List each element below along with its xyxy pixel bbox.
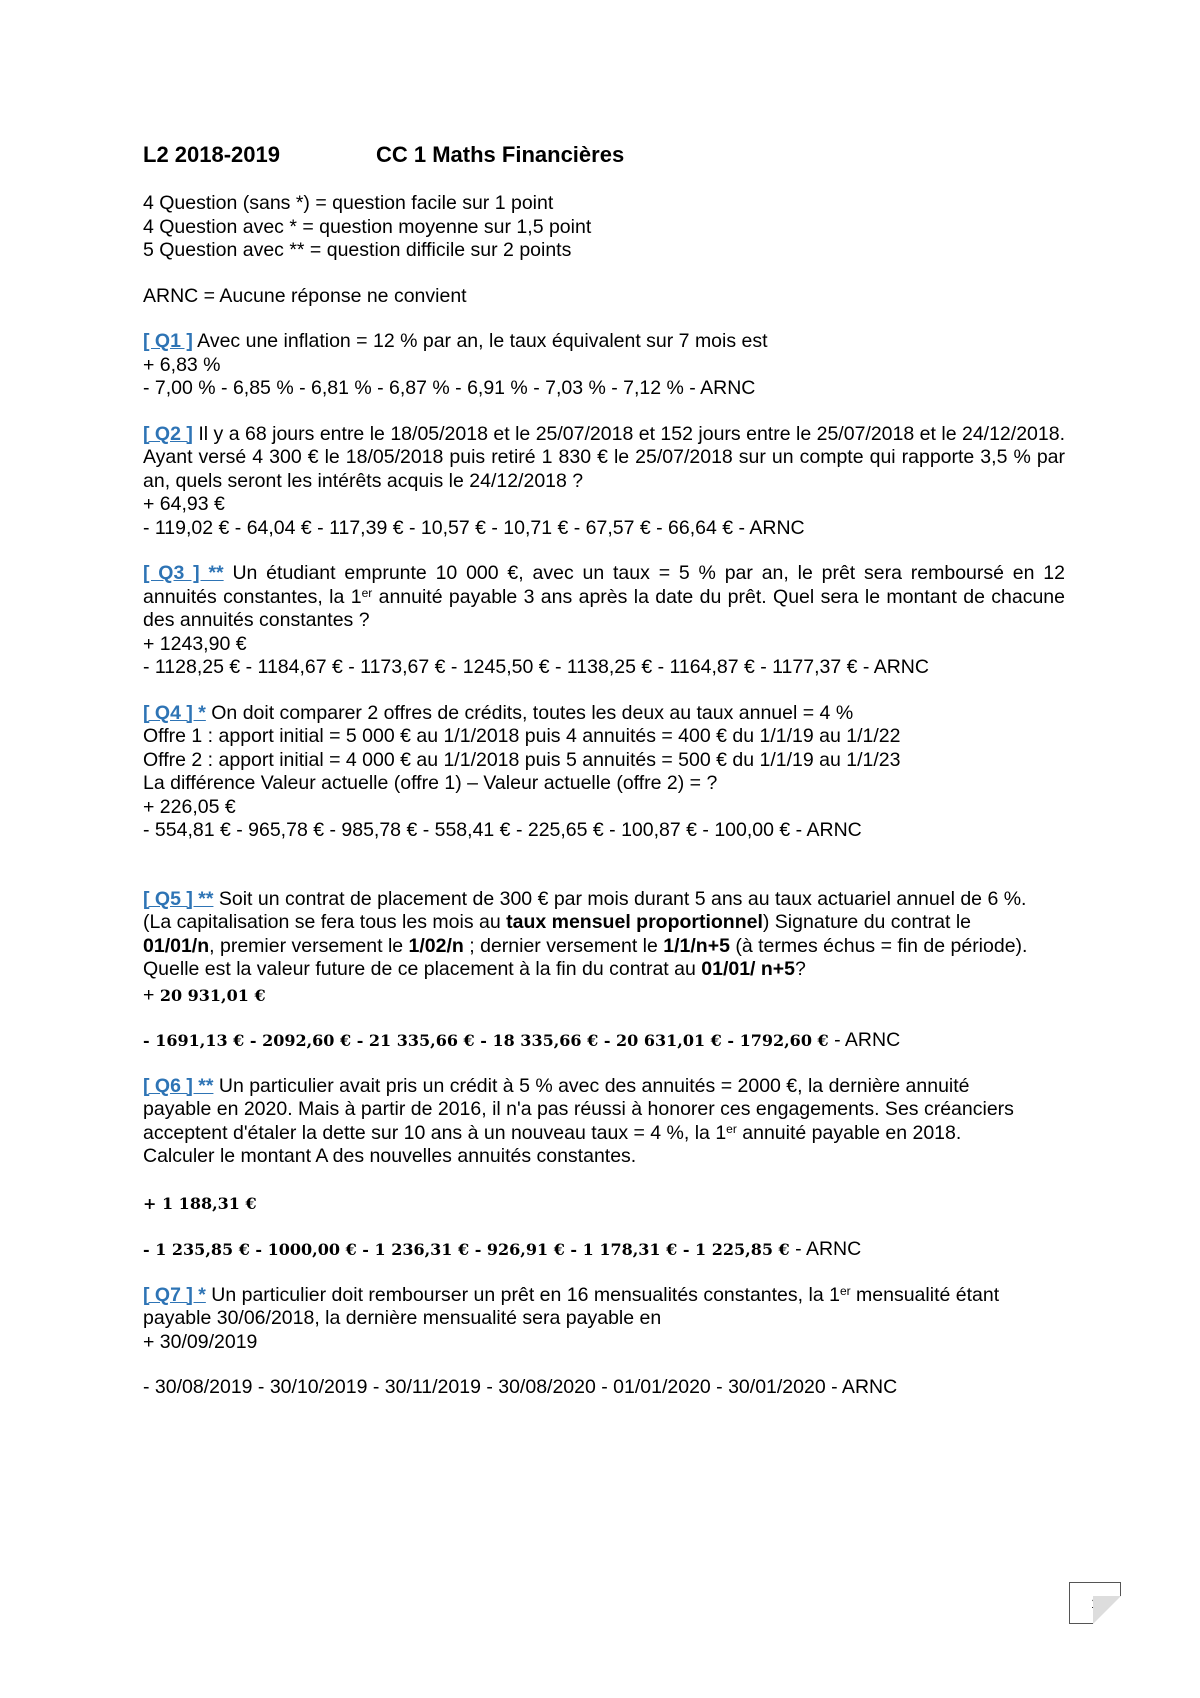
question-text: (La capitalisation se fera tous les mois au (143, 911, 507, 933)
page-corner-fold-icon (1093, 1596, 1121, 1624)
question-text: ; dernier versement le (463, 934, 664, 957)
superscript: er (726, 1121, 737, 1136)
correct-answer: 20 931,01 € (159, 985, 266, 1005)
title-year: L2 2018-2019 (143, 142, 280, 167)
question-text: Quelle est la valeur future de ce placement à la fin du contrat au (143, 958, 702, 980)
question-text: On doit comparer 2 offres de crédits, toutes les deux au taux annuel = 4 % (205, 701, 854, 724)
correct-answer: + 226,05 € (143, 795, 236, 818)
question-tag: [ Q2 ] (143, 422, 193, 445)
question-text: annuité payable en 2018. (736, 1121, 962, 1144)
emphasis: 1/1/n+5 (663, 934, 730, 957)
correct-answer: + 1 188,31 € (143, 1193, 257, 1213)
superscript: er (839, 1283, 851, 1298)
superscript: er (361, 585, 373, 600)
question-1 (143, 330, 1065, 401)
legend-line: 5 Question avec ** = question difficile sur 2 points (143, 239, 572, 261)
offer-2: Offre 2 : apport initial = 4 000 € au 1/1/2018 puis 5 annuités = 500 € du 1/1/19 au 1/1/23 (143, 748, 901, 771)
question-text: Calculer le montant A des nouvelles annuités constantes. (143, 1145, 637, 1167)
exam-page (143, 140, 1065, 1400)
question-text: payable en 2020. Mais à partir de 2016, il n'a pas réussi à honorer ces engagements. Ses créanciers (143, 1098, 1014, 1120)
question-tag: [ Q6 ] ** (143, 1074, 214, 1097)
legend-line: 4 Question (sans *) = question facile sur 1 point (143, 192, 554, 214)
wrong-answers: - 1 235,85 € - 1000,00 € - 1 236,31 € - 926,91 € - 1 178,31 € - 1 225,85 € (143, 1240, 790, 1259)
legend-line: 4 Question avec * = question moyenne sur 1,5 point (143, 215, 592, 238)
wrong-answers: - 30/08/2019 - 30/10/2019 - 30/11/2019 - 30/08/2020 - 01/01/2020 - 30/01/2020 - ARNC (143, 1376, 898, 1398)
correct-answer: + 6,83 % (143, 353, 221, 376)
question-tag: [ Q4 ] * (143, 701, 206, 724)
question-text: , premier versement le (209, 934, 409, 957)
question-text: La différence Valeur actuelle (offre 1) – Valeur actuelle (offre 2) = ? (143, 772, 718, 794)
correct-answer: + 1243,90 € (143, 632, 247, 655)
question-tag: [ Q5 ] ** (143, 887, 214, 910)
correct-answer: + 64,93 € (143, 493, 225, 515)
question-5 (143, 888, 1065, 1053)
question-text: payable 30/06/2018, la dernière mensualité sera payable en (143, 1307, 662, 1329)
wrong-answers: - 1128,25 € - 1184,67 € - 1173,67 € - 1245,50 € - 1138,25 € - 1164,87 € - 1177,37 € - ARNC (143, 656, 929, 678)
emphasis: taux mensuel proportionnel (506, 911, 763, 933)
question-text: mensualité étant (850, 1283, 1000, 1306)
question-text: acceptent d'étaler la dette sur 10 ans à un nouveau taux = 4 %, la 1 (143, 1121, 727, 1144)
emphasis: 01/01/n (143, 934, 210, 957)
wrong-answers-end: - ARNC (789, 1238, 862, 1260)
wrong-answers-end: - ARNC (828, 1029, 901, 1051)
question-text: Un étudiant emprunte 10 000 €, avec un taux = 5 % par an, le prêt sera remboursé en 12 annuités constantes, la 1 (143, 562, 1065, 608)
question-text: annuité payable 3 ans après la date du prêt. Quel sera le montant de chacune des annuités constantes ? (143, 585, 1065, 631)
question-text: ? (795, 958, 806, 980)
question-text: (à termes échus = fin de période). (729, 934, 1028, 957)
emphasis: 1/02/n (408, 934, 464, 957)
question-4 (143, 702, 1065, 843)
question-text: Soit un contrat de placement de 300 € par mois durant 5 ans au taux actuariel annuel de 6 %. (213, 887, 1027, 910)
wrong-answers: - 1691,13 € - 2092,60 € - 21 335,66 € - 18 335,66 € - 20 631,01 € - 1792,60 € (143, 1031, 829, 1050)
question-7 (143, 1284, 1065, 1400)
wrong-answers: - 119,02 € - 64,04 € - 117,39 € - 10,57 € - 10,71 € - 67,57 € - 66,64 € - ARNC (143, 516, 805, 539)
page-title (143, 140, 1065, 170)
page-number: 1 (1091, 1595, 1099, 1611)
question-6 (143, 1075, 1065, 1262)
arnc-definition: ARNC = Aucune réponse ne convient (143, 284, 467, 307)
emphasis: 01/01/ n+5 (701, 958, 796, 980)
wrong-answers: - 7,00 % - 6,85 % - 6,81 % - 6,87 % - 6,91 % - 7,03 % - 7,12 % - ARNC (143, 377, 756, 399)
title-course: CC 1 Maths Financières (376, 142, 625, 167)
question-tag: [ Q7 ] * (143, 1283, 206, 1306)
wrong-answers: - 554,81 € - 965,78 € - 985,78 € - 558,41 € - 225,65 € - 100,87 € - 100,00 € - ARNC (143, 819, 862, 841)
question-tag: [ Q3 ] ** (143, 562, 224, 584)
correct-answer: + 30/09/2019 (143, 1330, 258, 1353)
page-number-box (1069, 1582, 1121, 1624)
question-text: Un particulier avait pris un crédit à 5 % avec des annuités = 2000 €, la dernière annuité (213, 1074, 970, 1097)
question-text: Avec une inflation = 12 % par an, le taux équivalent sur 7 mois est (192, 330, 768, 352)
question-text: ) Signature du contrat le (762, 911, 972, 933)
question-text: Un particulier doit rembourser un prêt en 16 mensualités constantes, la 1 (205, 1283, 840, 1306)
question-3 (143, 562, 1065, 680)
offer-1: Offre 1 : apport initial = 5 000 € au 1/1/2018 puis 4 annuités = 400 € du 1/1/19 au 1/1/22 (143, 725, 901, 747)
correct-sign: + (143, 983, 160, 1006)
question-text: Il y a 68 jours entre le 18/05/2018 et le 25/07/2018 et 152 jours entre le 25/07/2018 et le 24/12/2018. Ayant versé 4 300 € le 18/05/2018 puis retiré 1 830 € le 25/07/2018 sur un compte qui rapporte 3,5 % par an, quels seront les intérêts acquis le 24/12/2018 ? (143, 422, 1065, 492)
question-tag: [ Q1 ] (143, 330, 193, 352)
question-2 (143, 423, 1065, 541)
